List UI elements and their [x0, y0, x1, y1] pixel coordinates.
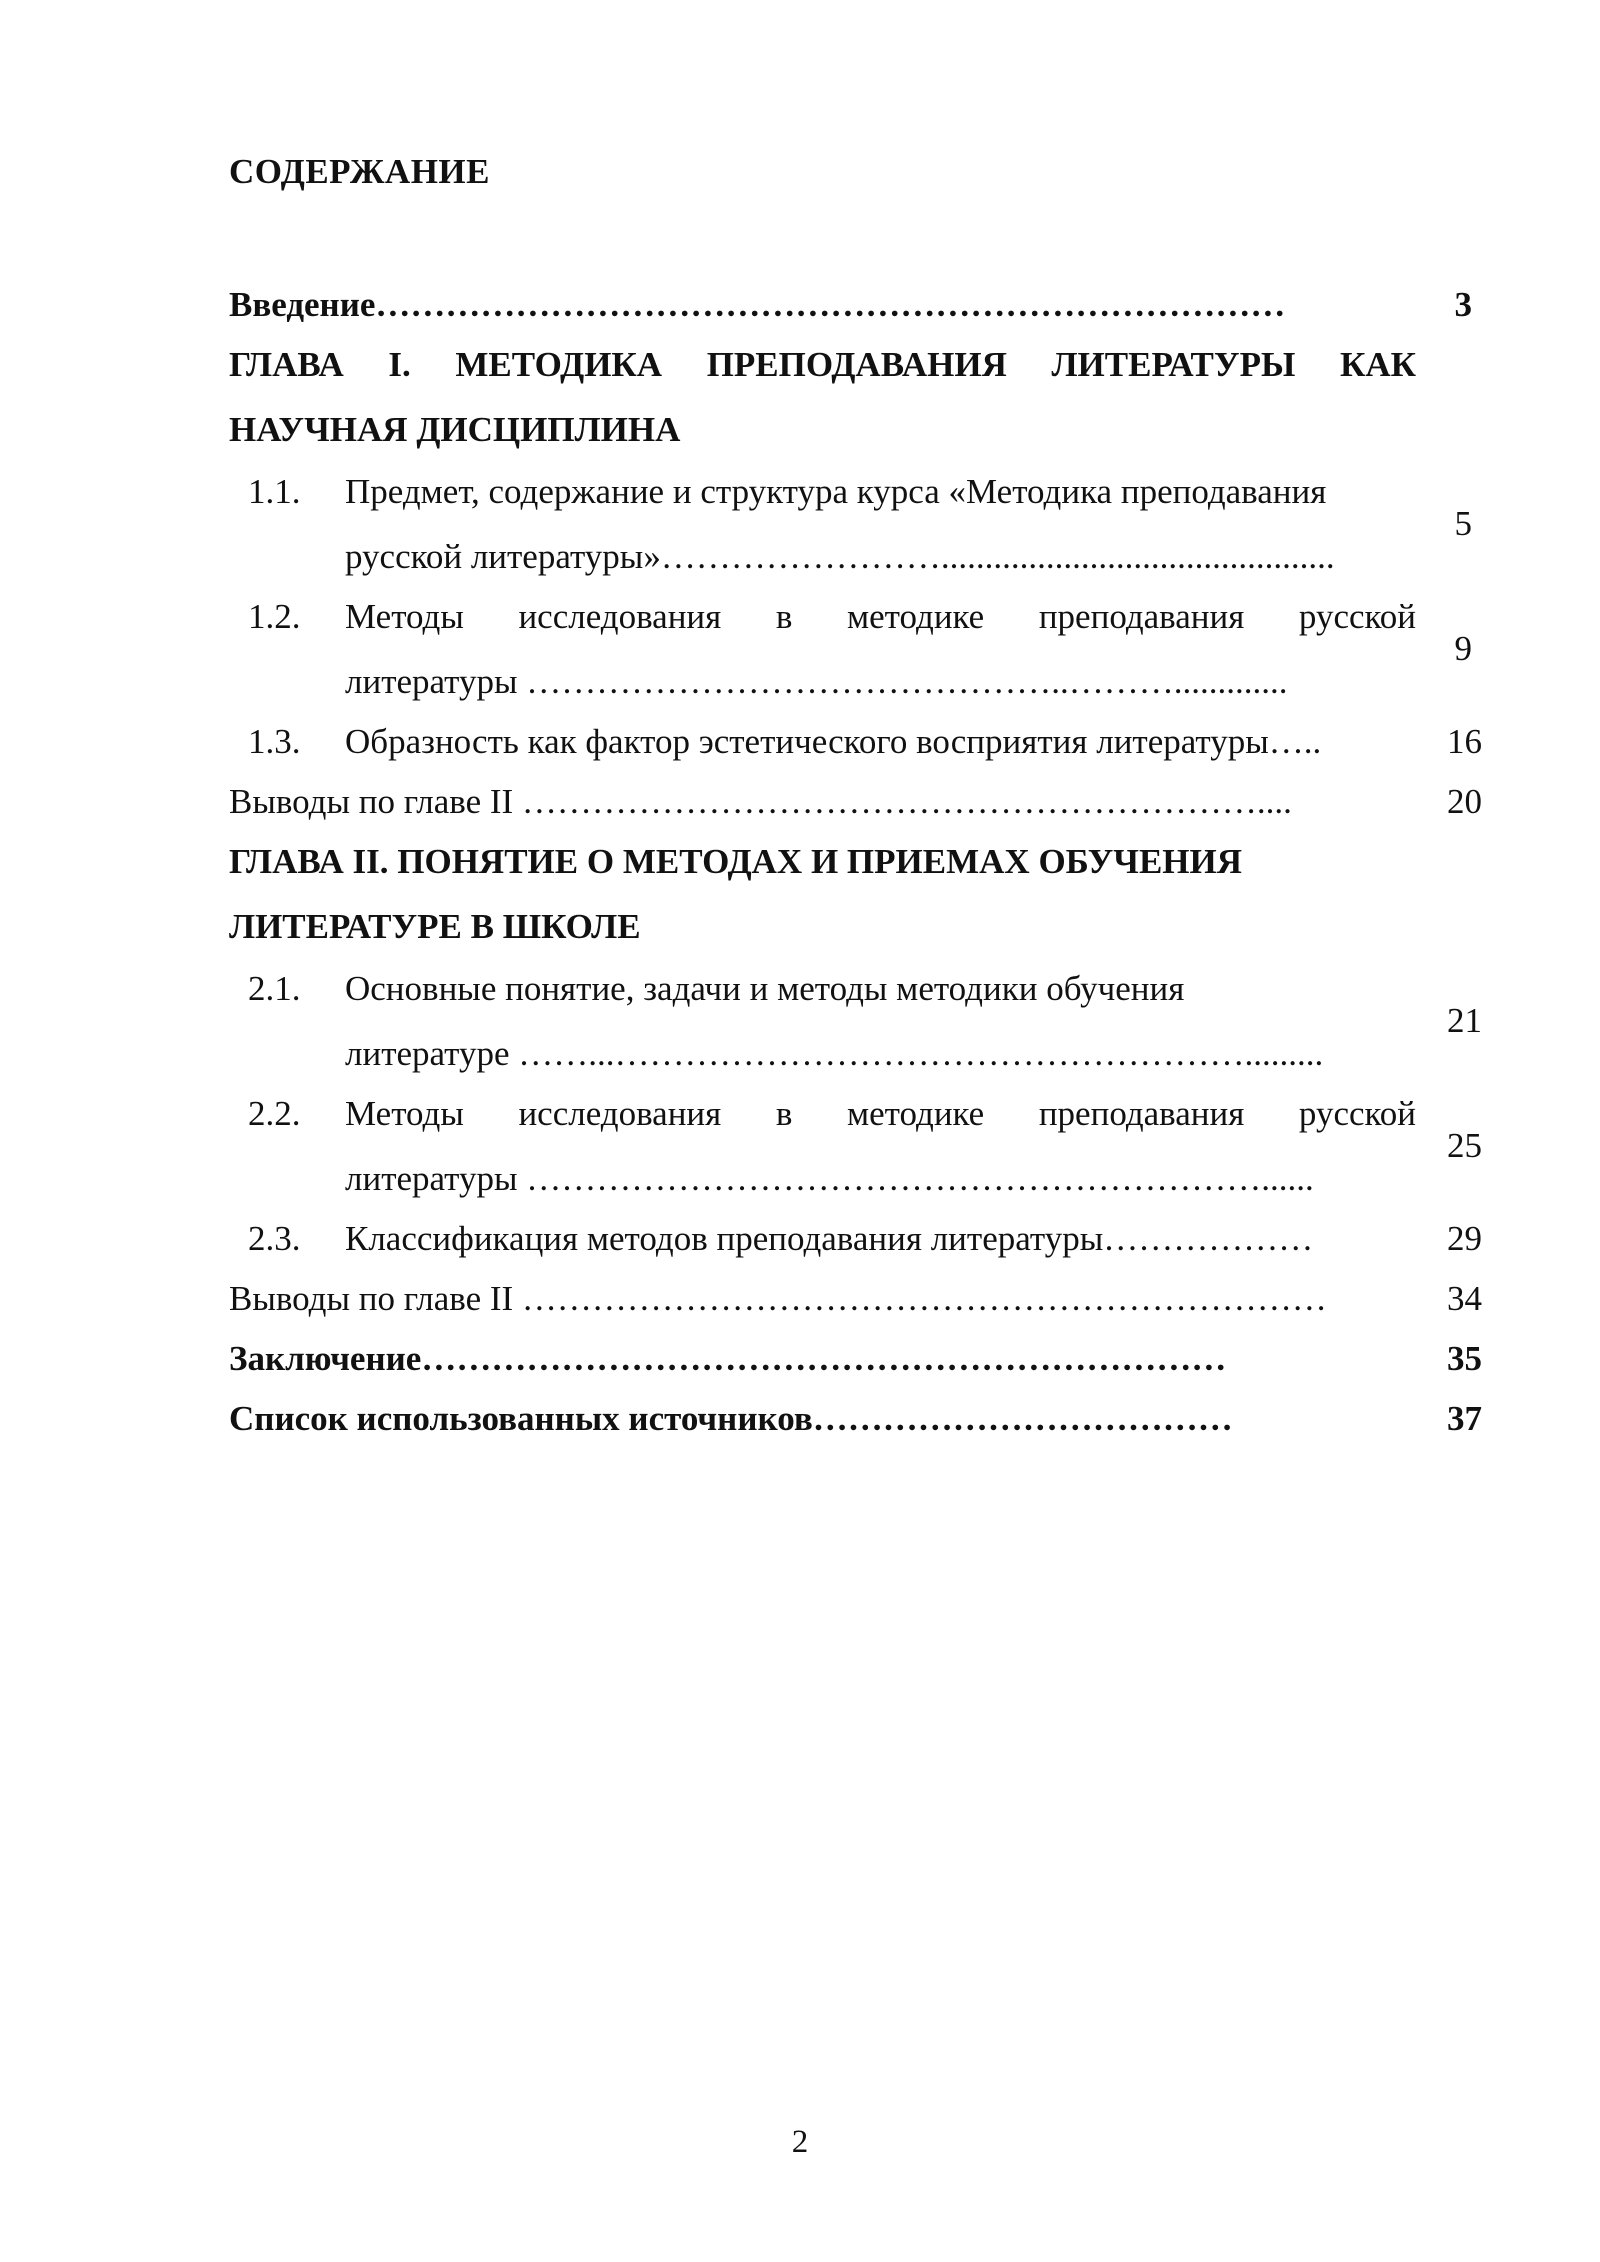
toc-entry-conclusion: Заключение…………………………………………………………… [229, 1339, 1227, 1378]
toc-page-1-1: 5 [1454, 504, 1472, 543]
toc-page-2-1: 21 [1447, 1001, 1482, 1040]
toc-section-1-1-number: 1.1. [248, 472, 301, 511]
toc-page-conclusions-2: 34 [1447, 1279, 1482, 1318]
toc-section-2-2-line-1: Методы исследования в методике преподавания русской [345, 1094, 1416, 1133]
toc-section-2-1-line-1: Основные понятие, задачи и методы методики обучения [345, 969, 1185, 1008]
toc-section-2-1-line-2: литературе ……...………………………………………………......... [345, 1034, 1324, 1073]
toc-section-2-3-line-1: Классификация методов преподавания литературы……………… [345, 1219, 1314, 1258]
toc-section-1-1-line-2: русской литературы»……………………............................................. [345, 537, 1335, 576]
toc-page-intro: 3 [1454, 285, 1472, 324]
toc-section-1-3-number: 1.3. [248, 722, 301, 761]
toc-page-2-3: 29 [1447, 1219, 1482, 1258]
toc-page-conclusion: 35 [1447, 1339, 1482, 1378]
toc-entry-conclusions-2: Выводы по главе II …………………………………………………………… [229, 1279, 1327, 1318]
toc-section-2-2-number: 2.2. [248, 1094, 301, 1133]
toc-section-1-3-line-1: Образность как фактор эстетического восприятия литературы….. [345, 722, 1322, 761]
toc-page-2-2: 25 [1447, 1126, 1482, 1165]
toc-section-1-2-number: 1.2. [248, 597, 301, 636]
toc-page-1-3: 16 [1447, 722, 1482, 761]
toc-section-2-3-number: 2.3. [248, 1219, 301, 1258]
toc-section-1-1-line-1: Предмет, содержание и структура курса «Методика преподавания [345, 472, 1327, 511]
toc-chapter-2-line-1: ГЛАВА II. ПОНЯТИЕ О МЕТОДАХ И ПРИЕМАХ ОБУЧЕНИЯ [229, 842, 1243, 881]
page-number: 2 [791, 2124, 809, 2160]
toc-section-2-1-number: 2.1. [248, 969, 301, 1008]
toc-entry-intro: Введение…………………………………………………………………… [229, 285, 1286, 324]
toc-page-sources: 37 [1447, 1399, 1482, 1438]
toc-section-1-2-line-2: литературы ………………………………………..………............. [345, 662, 1288, 701]
toc-entry-sources: Список использованных источников……………………………… [229, 1399, 1233, 1438]
toc-page-1-2: 9 [1454, 629, 1472, 668]
toc-entry-conclusions-1: Выводы по главе II ……………………………………………………….... [229, 782, 1292, 821]
toc-chapter-2-line-2: ЛИТЕРАТУРЕ В ШКОЛЕ [229, 907, 641, 946]
toc-page-conclusions-1: 20 [1447, 782, 1482, 821]
toc-section-2-2-line-2: литературы ………………………………………………………...... [345, 1159, 1314, 1198]
toc-chapter-1-line-1: ГЛАВА I. МЕТОДИКА ПРЕПОДАВАНИЯ ЛИТЕРАТУРЫ КАК [229, 345, 1416, 384]
toc-title: СОДЕРЖАНИЕ [229, 152, 491, 191]
toc-chapter-1-line-2: НАУЧНАЯ ДИСЦИПЛИНА [229, 410, 681, 449]
toc-section-1-2-line-1: Методы исследования в методике преподавания русской [345, 597, 1416, 636]
